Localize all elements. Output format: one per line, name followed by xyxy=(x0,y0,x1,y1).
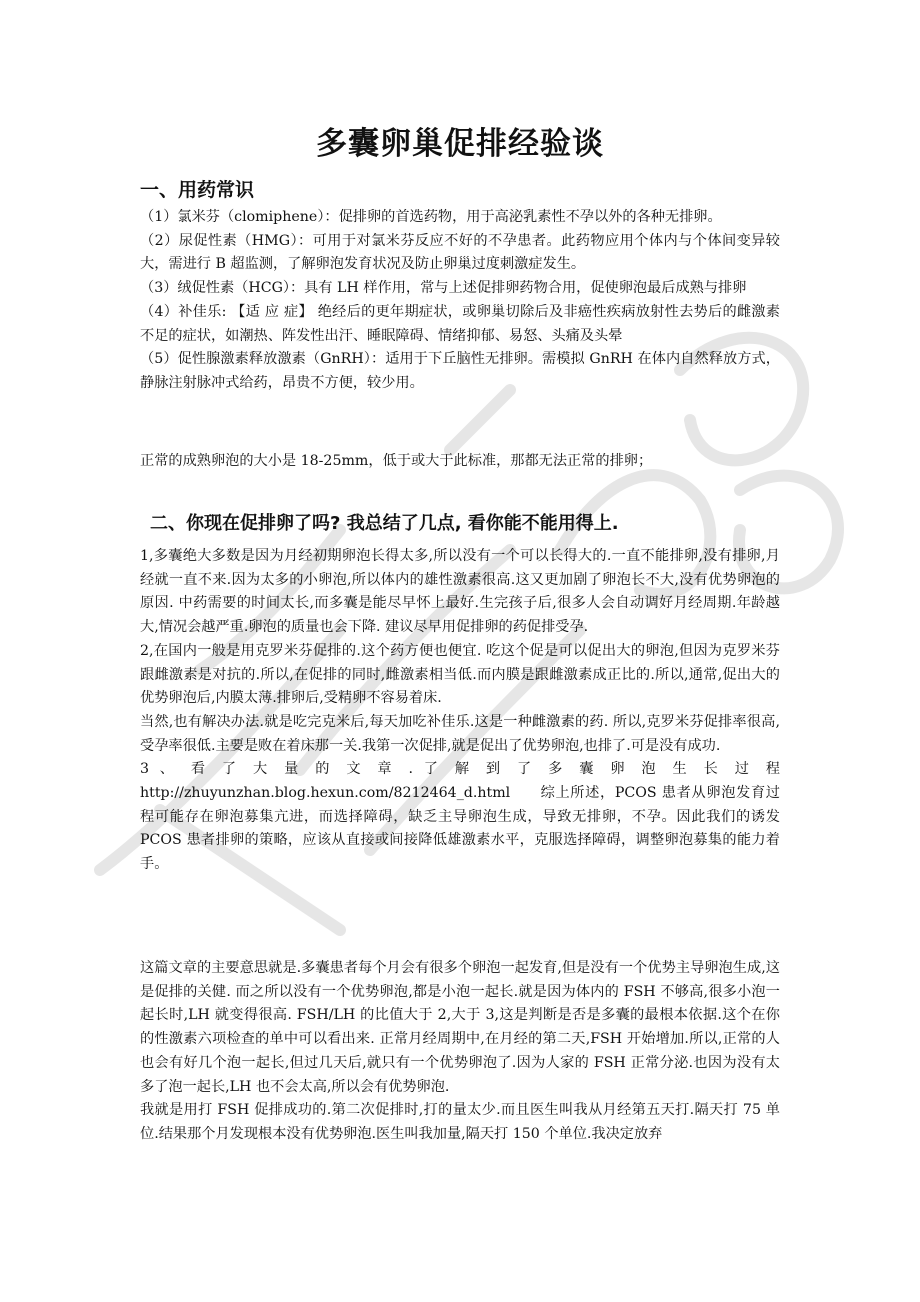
paragraph: 这篇文章的主要意思就是.多囊患者每个月会有很多个卵泡一起发育,但是没有一个优势主导卵泡生成,这是促排的关健. 而之所以没有一个优势卵泡,都是小泡一起长.就是因为体内的 FSH 不够高,很多小泡一起长时,LH 就变得很高. FSH/LH 的比值大于 2,大于 3,这是判断是否是多囊的最根本依据.这个在你的性激素六项检查的单中可以看出来. 正常月经周期中,在月经的第二天,FSH 开始增加.所以,正常的人也会有好几个泡一起长,但过几天后,就只有一个优势卵泡了.因为人家的 FSH 正常分泌.也因为没有太多了泡一起长,LH 也不会太高,所以会有优势卵泡. xyxy=(140,960,780,1095)
item3-lead: 3 、 看 了 大 量 的 文 章 . 了 解 到 了 多 囊 卵 泡 生 长 过 程 xyxy=(140,761,780,778)
list-item: （2）尿促性素（HMG）：可用于对氯米芬反应不好的不孕患者。此药物应用个体内与个体间变异较大，需进行 B 超监测，了解卵泡发育状况及防止卵巢过度刺激症发生。 xyxy=(140,232,780,273)
note-text: 正常的成熟卵泡的大小是 18-25mm，低于或大于此标准，那都无法正常的排卵； xyxy=(140,453,653,469)
paragraph: 我就是用打 FSH 促排成功的.第二次促排时,打的量太少.而且医生叫我从月经第五天打.隔天打 75 单位.结果那个月发现根本没有优势卵泡.医生叫我加量,隔天打 150 个单位.我决定放弃 xyxy=(140,1102,780,1142)
page-title: 多囊卵巢促排经验谈 xyxy=(316,126,604,162)
paragraph: 当然,也有解决办法.就是吃完克米后,每天加吃补佳乐.这是一种雌激素的药. 所以,克罗米芬促排率很高,受孕率很低.主要是败在着床那一关.我第一次促排,就是促出了优势卵泡,也排了.可是没有成功. xyxy=(140,713,780,754)
list-item: （1）氯米芬（clomiphene）：促排卵的首选药物，用于高泌乳素性不孕以外的各种无排卵。 xyxy=(140,209,722,225)
paragraph: 2,在国内一般是用克罗米芬促排的.这个药方便也便宜. 吃这个促是可以促出大的卵泡,但因为克罗米芬跟雌激素是对抗的.所以,在促排的同时,雌激素相当低.而内膜是跟雌激素成正比的.所以,通常,促出大的优势卵泡后,内膜太薄.排卵后,受精卵不容易着床. xyxy=(140,642,780,707)
section2-heading: 二、你现在促排卵了吗? 我总结了几点, 看你能不能用得上. xyxy=(150,513,619,534)
normal-size-note xyxy=(140,450,780,474)
paragraph: 1,多囊绝大多数是因为月经初期卵泡长得太多,所以没有一个可以长得大的.一直不能排卵,没有排卵,月经就一直不来.因为太多的小卵泡,所以体内的雄性激素很高.这又更加剧了卵泡长不大,没有优势卵泡的原因. 中药需要的时间太长,而多囊是能尽早怀上最好.生完孩子后,很多人会自动调好月经周期.年龄越大,情况会越严重.卵泡的质量也会下降. 建议尽早用促排卵的药促排受孕. xyxy=(140,548,780,636)
list-item: （3）绒促性素（HCG）：具有 LH 样作用，常与上述促排卵药物合用，促使卵泡最后成熟与排卵 xyxy=(140,280,747,297)
summary-body xyxy=(140,957,780,1147)
list-item: （5）促性腺激素释放激素（GnRH）：适用于下丘脑性无排卵。需模拟 GnRH 在体内自然释放方式，静脉注射脉冲式给药，昂贵不方便，较少用。 xyxy=(140,351,780,391)
section2-body xyxy=(140,545,780,877)
section1-heading: 一、用药常识 xyxy=(140,179,255,201)
list-item: （4）补佳乐: 【适 应 症】 绝经后的更年期症状，或卵巢切除后及非癌性疾病放射性去势后的雌激素不足的症状，如潮热、阵发性出汗、睡眠障碍、情绪抑郁、易怒、头痛及头晕 xyxy=(140,303,780,344)
item3-body: http://zhuyunzhan.blog.hexun.com/8212464_d.html 综上所述，PCOS 患者从卵泡发育过程可能存在卵泡募集亢进，而选择障碍，缺乏主导卵泡生成，导致无排卵，不孕。因此我们的诱发 PCOS 患者排卵的策略，应该从直接或间接降低雄激素水平，克服选择障碍，调整卵泡募集的能力着手。 xyxy=(140,785,780,873)
section1-list xyxy=(140,206,780,396)
